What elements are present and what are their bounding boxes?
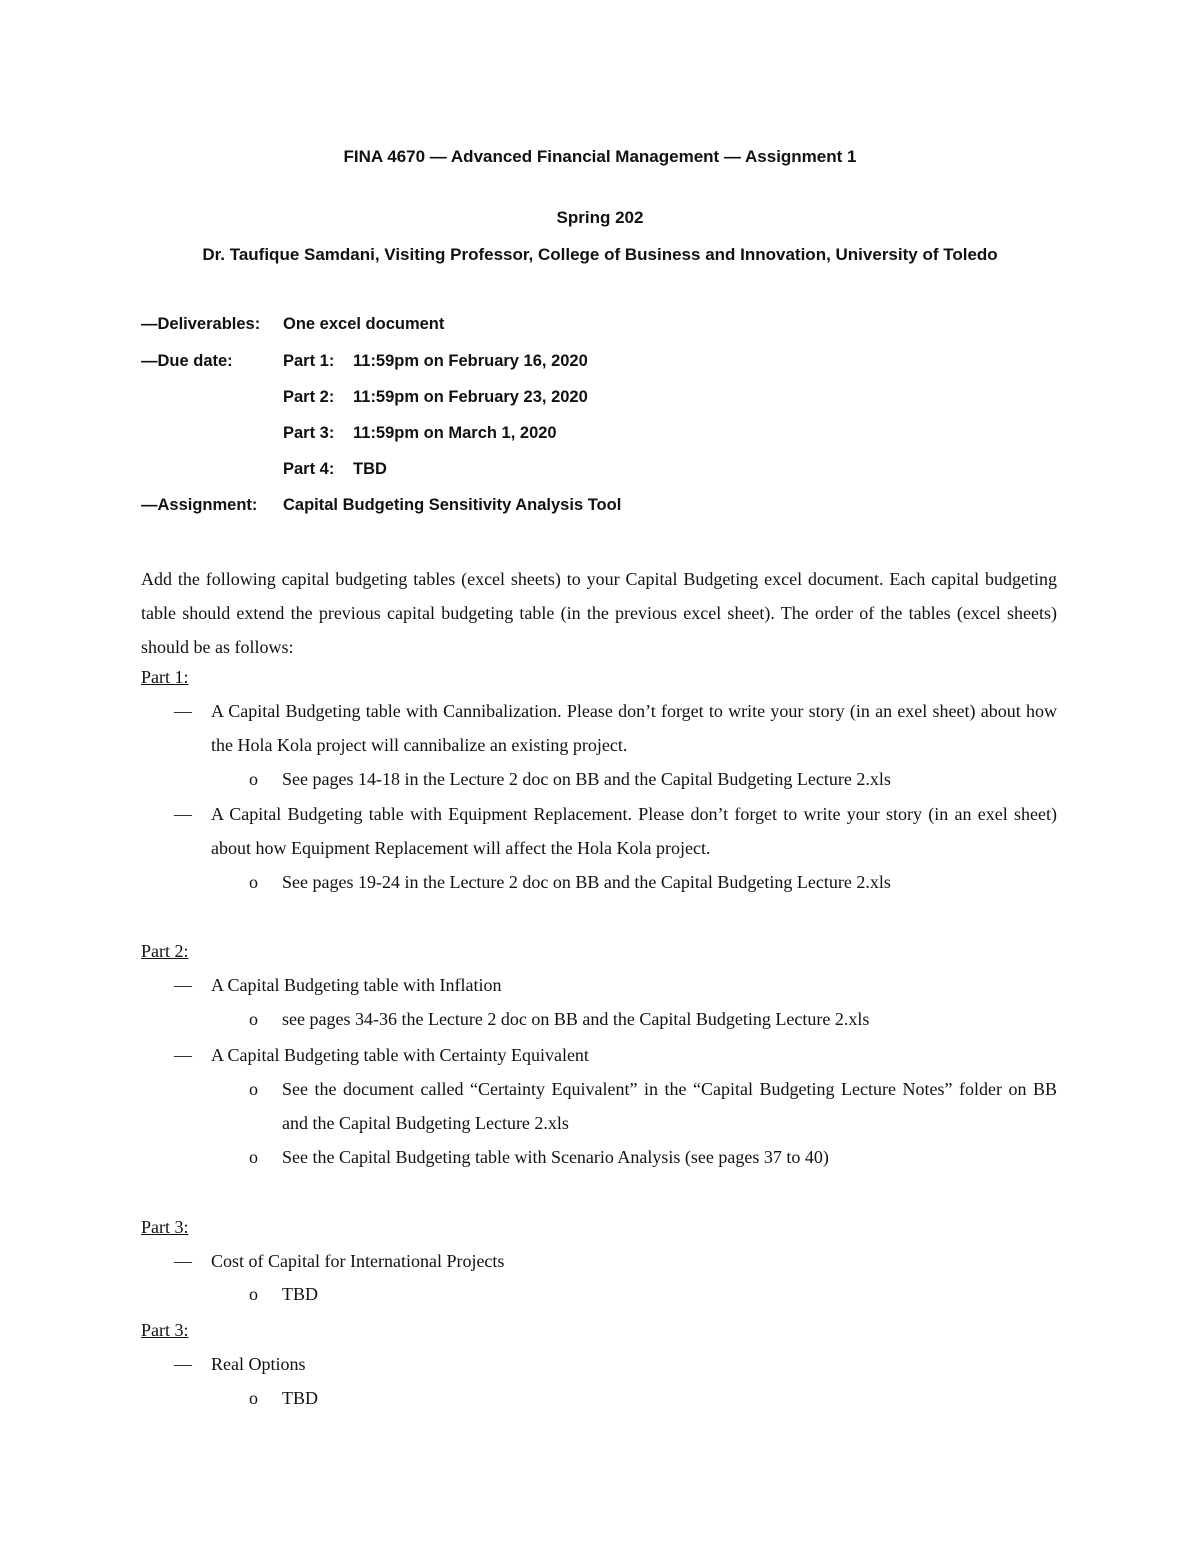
part-heading: Part 3: xyxy=(141,1217,189,1237)
professor-line: Dr. Taufique Samdani, Visiting Professor, College of Business and Innovation, University of Toledo xyxy=(202,245,998,264)
sub-list-item: TBD xyxy=(282,1388,318,1408)
document-title: FINA 4670 — Advanced Financial Management — Assignment 1 xyxy=(343,147,857,166)
part-heading: Part 1: xyxy=(141,667,189,687)
due-date-label: —Due date: xyxy=(141,352,233,370)
sub-list-item: See pages 19-24 in the Lecture 2 doc on BB and the Capital Budgeting Lecture 2.xls xyxy=(282,872,891,892)
term: Spring 202 xyxy=(556,208,644,227)
list-item: Cost of Capital for International Projects xyxy=(211,1251,505,1271)
intro-paragraph: Add the following capital budgeting tables (excel sheets) to your Capital Budgeting excel document. Each capital budgeting table should extend the previous capital budgeting table (in the previous excel sheet). The order of the tables (excel sheets) should be as follows: xyxy=(141,569,1057,657)
assignment-label: —Assignment: xyxy=(141,496,258,514)
deliverables-label: —Deliverables: xyxy=(141,315,261,333)
due-part-date: 11:59pm on February 23, 2020 xyxy=(353,388,588,406)
bullet-marker: o xyxy=(249,769,258,789)
bullet-marker: o xyxy=(249,1079,258,1099)
sub-list-item: see pages 34-36 the Lecture 2 doc on BB and the Capital Budgeting Lecture 2.xls xyxy=(282,1009,870,1029)
dash-marker: — xyxy=(174,701,192,721)
bullet-marker: o xyxy=(249,1284,258,1304)
list-item: Real Options xyxy=(211,1354,306,1374)
dash-marker: — xyxy=(174,804,192,824)
list-item: A Capital Budgeting table with Certainty Equivalent xyxy=(211,1045,589,1065)
deliverables-value: One excel document xyxy=(283,315,445,333)
list-item: A Capital Budgeting table with Cannibalization. Please don’t forget to write your story (in an exel sheet) about how the Hola Kola project will cannibalize an existing project. xyxy=(211,701,1057,755)
list-item: A Capital Budgeting table with Equipment Replacement. Please don’t forget to write your story (in an exel sheet) about how Equipment Replacement will affect the Hola Kola project. xyxy=(211,804,1057,858)
bullet-marker: o xyxy=(249,1009,258,1029)
list-item: A Capital Budgeting table with Inflation xyxy=(211,975,502,995)
due-part-label: Part 2: xyxy=(283,388,335,406)
dash-marker: — xyxy=(174,1251,192,1271)
due-part-label: Part 1: xyxy=(283,352,335,370)
due-part-date: TBD xyxy=(353,460,387,478)
sub-list-item: TBD xyxy=(282,1284,318,1304)
part-heading: Part 2: xyxy=(141,941,189,961)
due-part-label: Part 4: xyxy=(283,460,335,478)
part-heading: Part 3: xyxy=(141,1320,189,1340)
sub-list-item: See the Capital Budgeting table with Scenario Analysis (see pages 37 to 40) xyxy=(282,1147,829,1167)
dash-marker: — xyxy=(174,975,192,995)
dash-marker: — xyxy=(174,1354,192,1374)
bullet-marker: o xyxy=(249,1147,258,1167)
bullet-marker: o xyxy=(249,872,258,892)
bullet-marker: o xyxy=(249,1388,258,1408)
sub-list-item: See pages 14-18 in the Lecture 2 doc on BB and the Capital Budgeting Lecture 2.xls xyxy=(282,769,891,789)
sub-list-item: See the document called “Certainty Equivalent” in the “Capital Budgeting Lecture Notes” folder on BB and the Capital Budgeting Lecture 2.xls xyxy=(282,1079,1057,1133)
due-part-date: 11:59pm on February 16, 2020 xyxy=(353,352,588,370)
assignment-value: Capital Budgeting Sensitivity Analysis Tool xyxy=(283,496,622,514)
due-part-label: Part 3: xyxy=(283,424,335,442)
dash-marker: — xyxy=(174,1045,192,1065)
due-part-date: 11:59pm on March 1, 2020 xyxy=(353,424,557,442)
